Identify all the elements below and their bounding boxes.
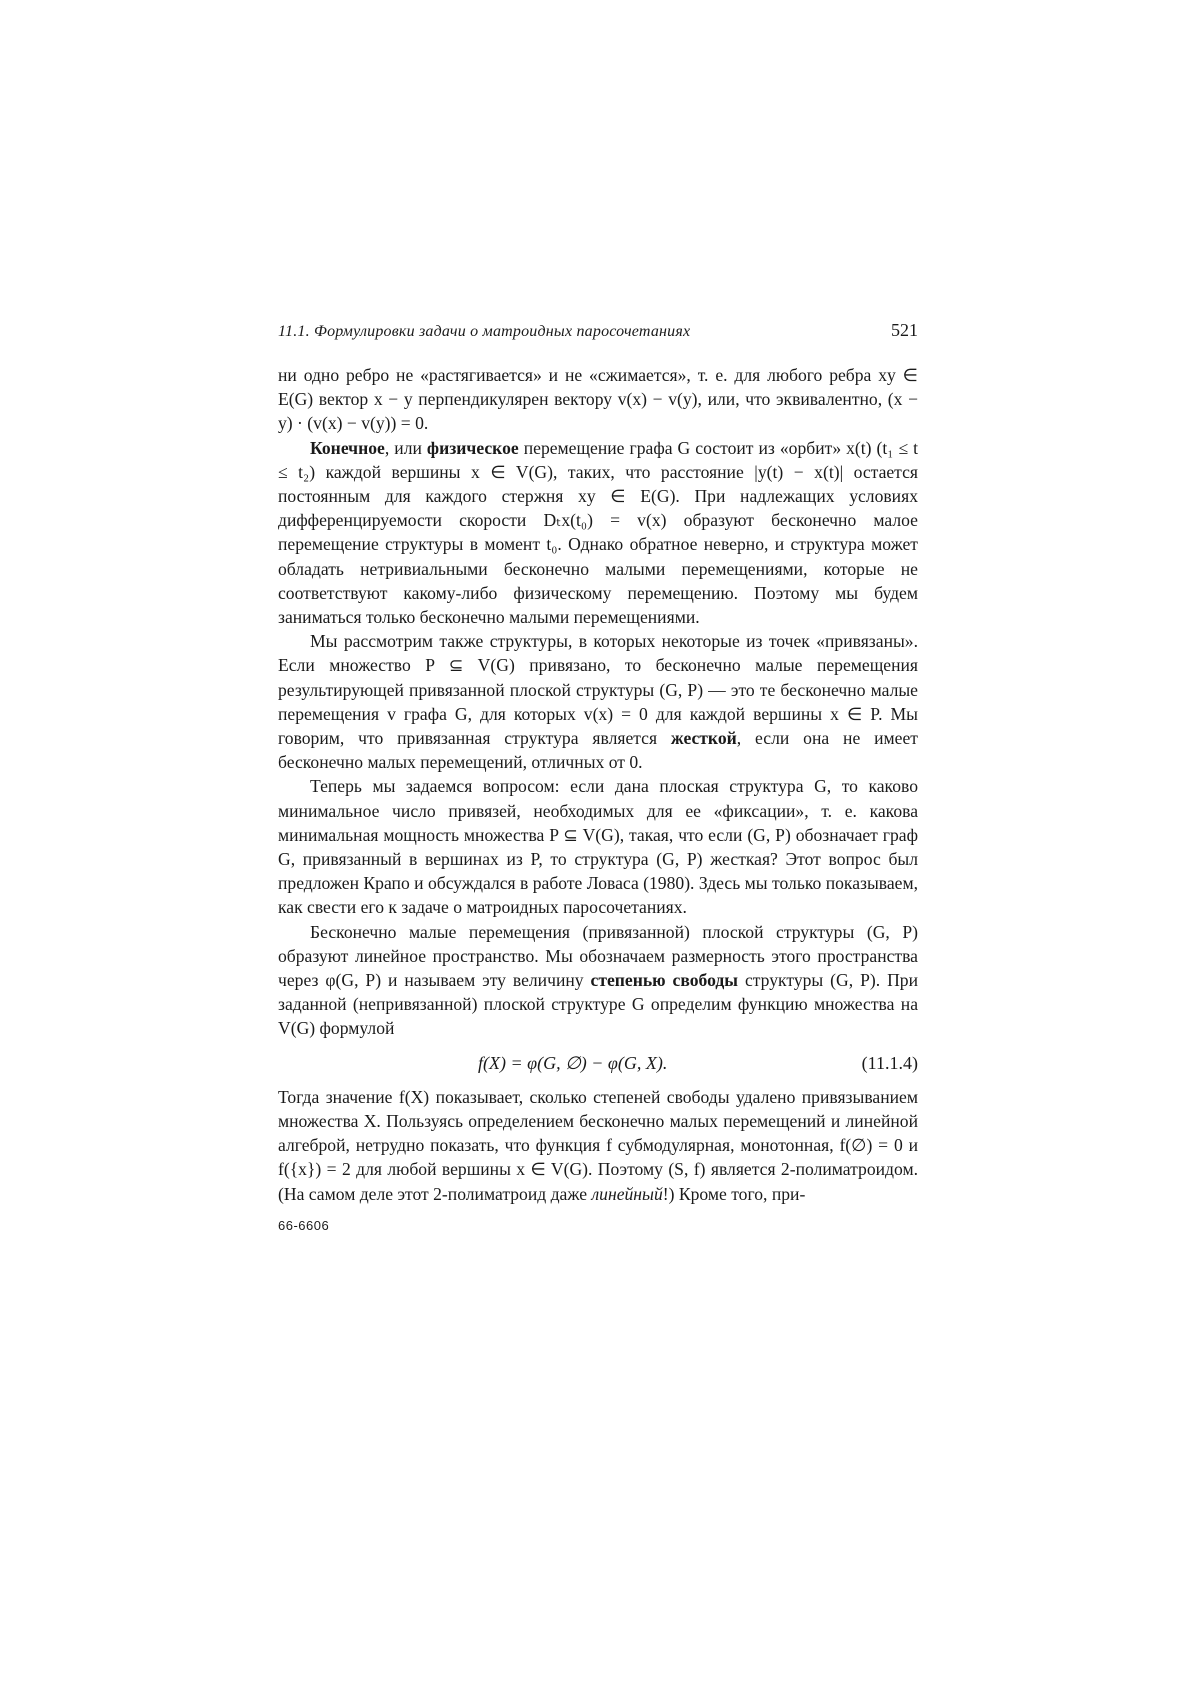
formula-number: (11.1.4) xyxy=(861,1052,918,1073)
paragraph-2 xyxy=(278,436,918,630)
term-degree-of-freedom: степенью свободы xyxy=(590,970,739,991)
term-rigid: жесткой xyxy=(670,728,737,749)
paragraph-5-end: структуры (G, P). При заданной (непривязанной) плоской структуре G определим функцию множества на V(G) формулой xyxy=(278,970,918,1039)
paragraph-2-connector: , или xyxy=(384,437,427,458)
term-linear: линейный xyxy=(591,1183,663,1204)
paragraph-6-end: !) Кроме того, при- xyxy=(662,1183,806,1204)
paragraph-3-text: Мы рассмотрим также структуры, в которых некоторые из точек «привязаны». Если множество P ⊆ V(G) привязано, то бесконечно малые перемещения результирующей привязанной плоской структуры (G, P) — это те бесконечно малые перемещения v графа G, для которых v(x) = 0 для каждой вершины x ∈ P. Мы говорим, что привязанная структура является xyxy=(278,631,918,749)
running-title: 11.1. Формулировки задачи о матроидных паросочетаниях xyxy=(278,323,691,340)
paragraph-2-text: перемещение графа G состоит из «орбит» x(t) (t₁ ≤ t ≤ t₂) каждой вершины x ∈ V(G), таких, что расстояние |y(t) − x(t)| остается постоянным для каждого стержня xy ∈ E(G). При надлежащих условиях дифференцируемости скорости Dₜx(t₀) = v(x) образуют бесконечно малое перемещение структуры в момент t₀. Однако обратное неверно, и структура может обладать нетривиальными бесконечно малыми перемещениями, которые не соответствуют какому-либо физическому перемещению. Поэтому мы будем заниматься только бесконечно малыми перемещениями. xyxy=(278,437,918,628)
paragraph-5 xyxy=(278,920,918,1041)
paragraph-6 xyxy=(278,1085,918,1206)
display-formula xyxy=(278,1041,918,1085)
term-physical: физическое xyxy=(426,437,519,458)
formula-expression: f(X) = φ(G, ∅) − φ(G, X). xyxy=(478,1052,668,1073)
paragraph-4: Теперь мы задаемся вопросом: если дана плоская структура G, то каково минимальное число привязей, необходимых для ее «фиксации», т. е. какова минимальная мощность множества P ⊆ V(G), такая, что если (G, P) обозначает граф G, привязанный в вершинах из P, то структура (G, P) жесткая? Этот вопрос был предложен Крапо и обсуждался в работе Ловаса (1980). Здесь мы только показываем, как свести его к задаче о матроидных паросочетаниях. xyxy=(278,776,918,918)
paragraph-3 xyxy=(278,629,918,774)
printer-signature: 66-6606 xyxy=(278,1217,330,1233)
document-page xyxy=(278,320,918,1233)
running-header xyxy=(278,320,918,341)
paragraph-6-text: Тогда значение f(X) показывает, сколько степеней свободы удалено привязыванием множества X. Пользуясь определением бесконечно малых перемещений и линейной алгеброй, нетрудно показать, что функция f субмодулярная, монотонная, f(∅) = 0 и f({x}) = 2 для любой вершины x ∈ V(G). Поэтому (S, f) является 2-полиматроидом. (На самом деле этот 2-полиматроид даже xyxy=(278,1086,918,1204)
page-number: 521 xyxy=(891,320,918,340)
paragraph-3-end: , если она не имеет бесконечно малых перемещений, отличных от 0. xyxy=(278,728,918,773)
paragraph-5-text: Бесконечно малые перемещения (привязанной) плоской структуры (G, P) образуют линейное пространство. Мы обозначаем размерность этого пространства через φ(G, P) и называем эту величину xyxy=(278,921,918,991)
term-finite: Конечное xyxy=(310,437,385,458)
paragraph-1: ни одно ребро не «растягивается» и не «сжимается», т. е. для любого ребра xy ∈ E(G) вектор x − y перпендикулярен вектору v(x) − v(y), или, что эквивалентно, (x − y) · (v(x) − v(y)) = 0. xyxy=(278,365,918,434)
